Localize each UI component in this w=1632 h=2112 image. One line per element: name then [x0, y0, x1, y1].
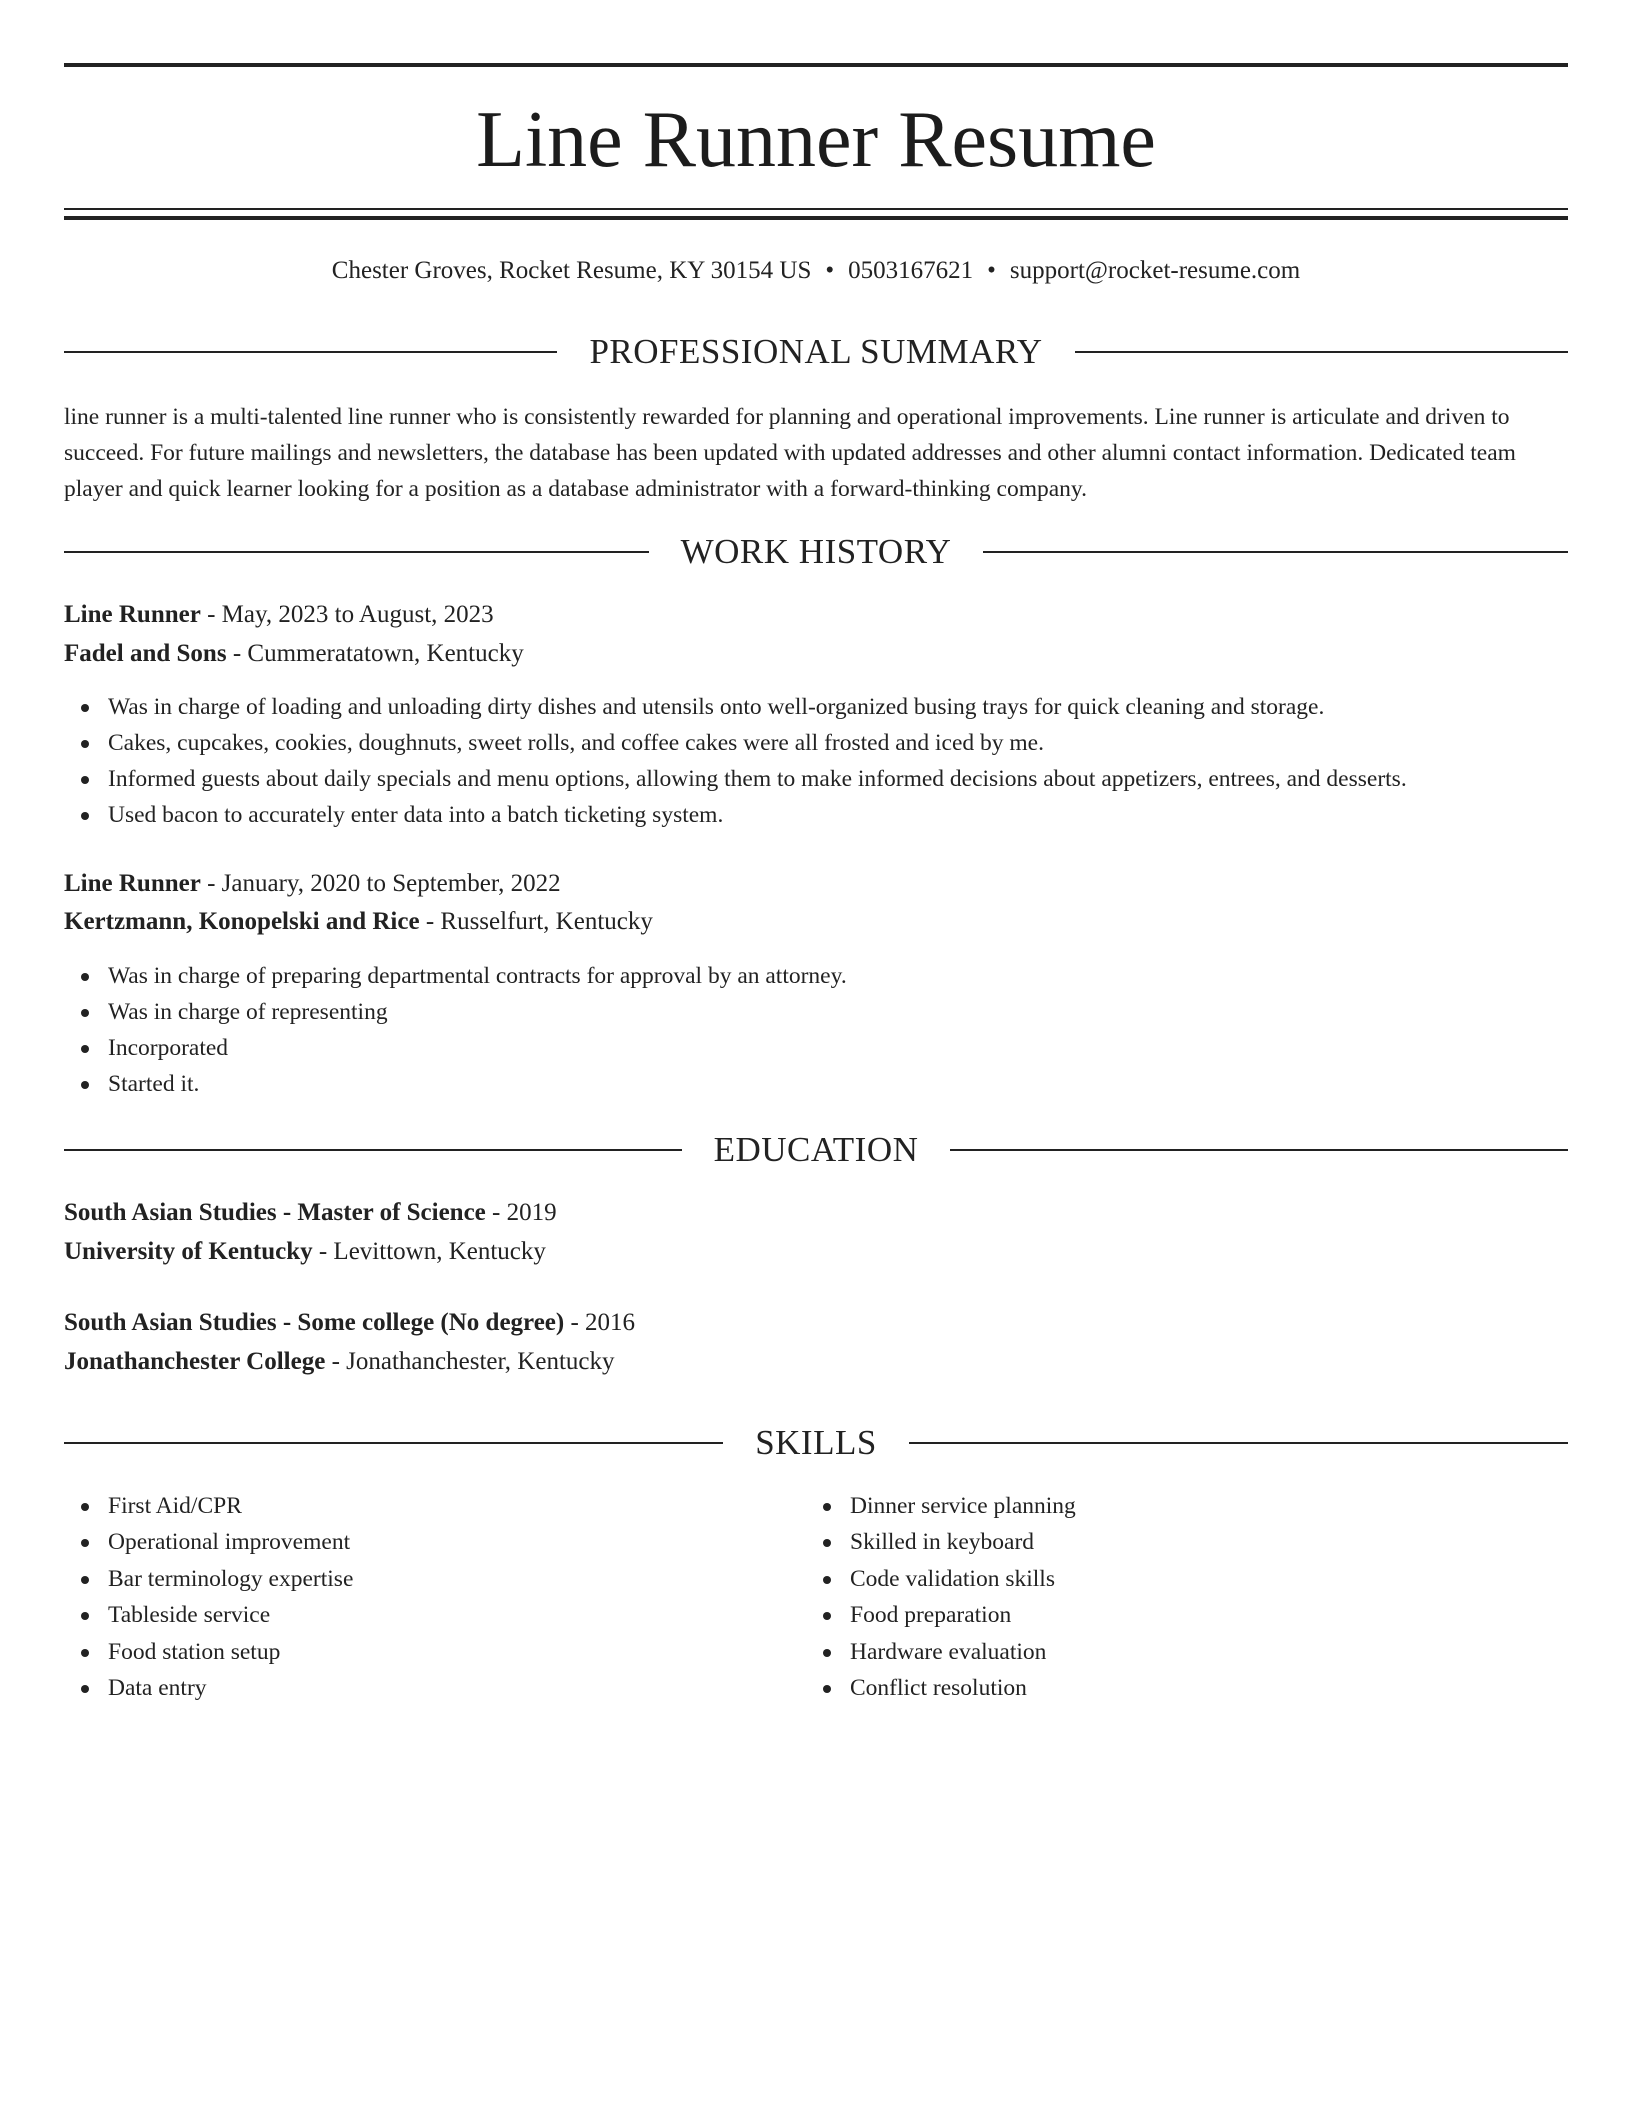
heading-rule-left: [64, 551, 649, 553]
education-school: University of Kentucky: [64, 1238, 313, 1265]
heading-rule-right: [950, 1149, 1568, 1151]
job-location: - Cummeratatown, Kentucky: [226, 640, 524, 667]
skill-item: Tableside service: [64, 1597, 764, 1633]
job-bullet: Incorporated: [64, 1030, 1568, 1066]
job-bullet: Cakes, cupcakes, cookies, doughnuts, sweet rolls, and coffee cakes were all frosted and iced by me.: [64, 725, 1568, 761]
heading-rule-left: [64, 1149, 682, 1151]
title-double-rule: [64, 208, 1568, 220]
job-title: Line Runner: [64, 870, 201, 897]
contact-email[interactable]: support@rocket-resume.com: [1009, 257, 1301, 284]
job-bullet: Was in charge of preparing departmental contracts for approval by an attorney.: [64, 958, 1568, 994]
job-location: - Russelfurt, Kentucky: [419, 908, 653, 935]
top-rule: [64, 63, 1568, 67]
job-bullet: Used bacon to accurately enter data into a batch ticketing system.: [64, 797, 1568, 833]
education-heading: [64, 1130, 1568, 1170]
skill-item: Bar terminology expertise: [64, 1561, 764, 1597]
job-title: Line Runner: [64, 601, 201, 628]
job-dates: - May, 2023 to August, 2023: [200, 601, 494, 628]
job-dates: - January, 2020 to September, 2022: [200, 870, 561, 897]
skills-list-left: [64, 1488, 764, 1706]
education-degree: South Asian Studies - Some college (No degree): [64, 1309, 565, 1336]
education-degree-line: [64, 1306, 1568, 1340]
job-title-line: [64, 867, 1568, 901]
contact-line: [64, 256, 1568, 286]
education-school-line: [64, 1235, 1568, 1269]
contact-phone: 0503167621: [848, 257, 974, 284]
contact-separator: •: [987, 257, 996, 284]
skill-item: Food station setup: [64, 1634, 764, 1670]
education-school-line: [64, 1345, 1568, 1379]
resume-title: Line Runner Resume: [476, 96, 1156, 184]
education-location: - Jonathanchester, Kentucky: [325, 1348, 615, 1375]
job-company-line: [64, 637, 1568, 671]
job-bullet: Was in charge of representing: [64, 994, 1568, 1030]
job-bullets: [64, 689, 1568, 833]
heading-rule-right: [909, 1442, 1568, 1444]
skill-item: Conflict resolution: [806, 1670, 1506, 1706]
job-bullet: Informed guests about daily specials and menu options, allowing them to make informed decisions about appetizers, entrees, and desserts.: [64, 761, 1568, 797]
job-company: Fadel and Sons: [64, 640, 227, 667]
education-degree: South Asian Studies - Master of Science: [64, 1199, 486, 1226]
heading-rule-right: [983, 551, 1568, 553]
job-bullet: Was in charge of loading and unloading dirty dishes and utensils onto well-organized busing trays for quick cleaning and storage.: [64, 689, 1568, 725]
skill-item: Data entry: [64, 1670, 764, 1706]
job-title-line: [64, 598, 1568, 632]
skills-list-right: [806, 1488, 1506, 1706]
education-degree-line: [64, 1196, 1568, 1230]
job-bullet: Started it.: [64, 1066, 1568, 1102]
job-company-line: [64, 905, 1568, 939]
education-year: - 2016: [564, 1309, 636, 1336]
contact-separator: •: [825, 257, 835, 284]
summary-heading: [64, 332, 1568, 372]
summary-heading-label: PROFESSIONAL SUMMARY: [589, 332, 1043, 371]
education-location: - Levittown, Kentucky: [312, 1238, 546, 1265]
education-school: Jonathanchester College: [64, 1348, 326, 1375]
skill-item: First Aid/CPR: [64, 1488, 764, 1524]
work-history-heading: [64, 532, 1568, 572]
skill-item: Operational improvement: [64, 1524, 764, 1560]
work-history-heading-label: WORK HISTORY: [680, 532, 952, 571]
heading-rule-right: [1075, 351, 1568, 353]
job-company: Kertzmann, Konopelski and Rice: [64, 908, 420, 935]
education-heading-label: EDUCATION: [713, 1130, 919, 1169]
skill-item: Food preparation: [806, 1597, 1506, 1633]
heading-rule-left: [64, 351, 557, 353]
skills-heading-label: SKILLS: [755, 1423, 877, 1462]
contact-address: Chester Groves, Rocket Resume, KY 30154 US: [331, 257, 812, 284]
skill-item: Code validation skills: [806, 1561, 1506, 1597]
skill-item: Dinner service planning: [806, 1488, 1506, 1524]
education-year: - 2019: [485, 1199, 557, 1226]
summary-text: line runner is a multi-talented line runner who is consistently rewarded for planning and operational improvements. Line runner is articulate and driven to succeed. For future mailings and newsletters, the database has been updated with updated addresses and other alumni contact information. Dedicated team player and quick learner looking for a position as a database administrator with a forward-thinking company.: [64, 404, 1516, 502]
skills-heading: [64, 1423, 1568, 1463]
skill-item: Skilled in keyboard: [806, 1524, 1506, 1560]
heading-rule-left: [64, 1442, 723, 1444]
job-bullets: [64, 958, 1568, 1102]
skill-item: Hardware evaluation: [806, 1634, 1506, 1670]
